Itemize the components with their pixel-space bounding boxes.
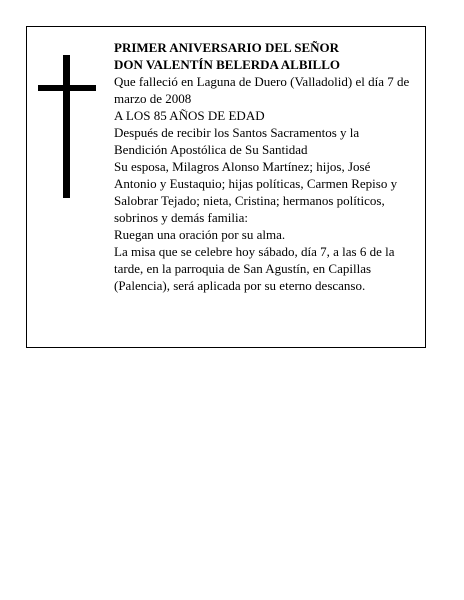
heading-line-2: DON VALENTÍN BELERDA ALBILLO — [114, 57, 341, 72]
cross-icon — [38, 55, 96, 198]
prayer-request: Ruegan una oración por su alma. — [114, 227, 286, 242]
cross-vertical-bar — [63, 55, 70, 198]
heading-line-1: PRIMER ANIVERSARIO DEL SEÑOR — [114, 40, 340, 55]
cross-horizontal-bar — [38, 85, 96, 91]
sacraments-line: Después de recibir los Santos Sacramentos y la Bendición Apostólica de Su Santidad — [114, 125, 360, 157]
obituary-text-block — [114, 39, 414, 294]
mass-info: La misa que se celebre hoy sábado, día 7, a las 6 de la tarde, en la parroquia de San Agustín, en Capillas (Palencia), será aplicada por su eterno descanso. — [114, 244, 395, 293]
family-list: Su esposa, Milagros Alonso Martínez; hijos, José Antonio y Eustaquio; hijas políticas, Carmen Repiso y Salobrar Tejado; nieta, Cristina; hermanos políticos, sobrinos y demás familia: — [114, 159, 398, 225]
age-line: A LOS 85 AÑOS DE EDAD — [114, 108, 265, 123]
death-info: Que falleció en Laguna de Duero (Valladolid) el día 7 de marzo de 2008 — [114, 74, 410, 106]
